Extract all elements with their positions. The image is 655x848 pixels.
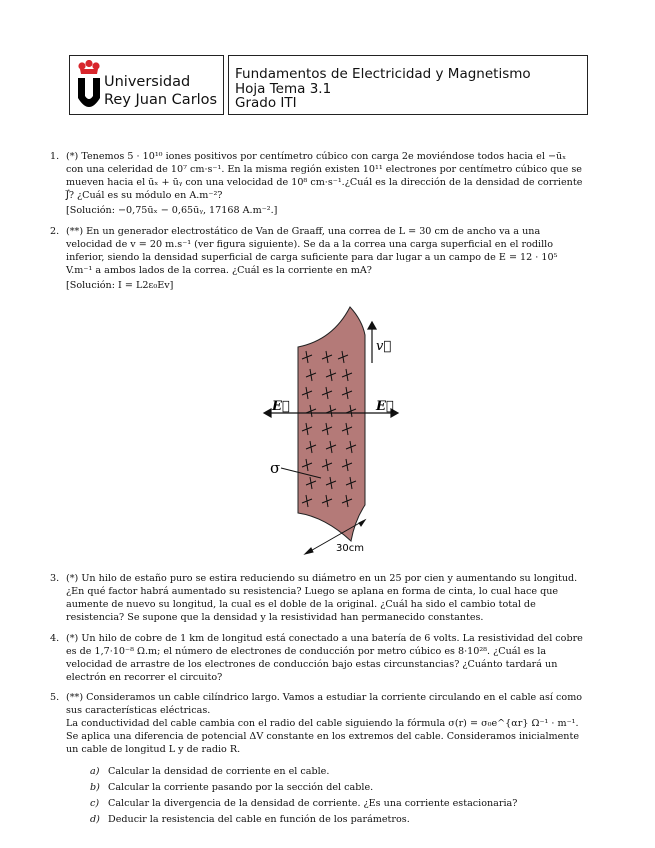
logo-dot-1 — [78, 62, 85, 69]
course-title: Fundamentos de Electricidad y Magnetismo — [235, 66, 531, 82]
sigma-label: σ — [270, 459, 281, 477]
problem-number: 3. — [50, 573, 60, 584]
problem-solution: [Solución: I = L2ε₀Ev] — [66, 279, 174, 291]
velocity-label: v⃗ — [376, 339, 392, 354]
problem-number: 4. — [50, 633, 60, 644]
logo-crown — [80, 69, 98, 74]
problem-number: 2. — [50, 226, 60, 237]
subitem-a — [90, 766, 329, 778]
subitem-label: a) — [90, 766, 100, 777]
course-box — [228, 55, 588, 115]
problem-3 — [50, 573, 586, 625]
problem-1 — [50, 151, 586, 218]
subitem-label: c) — [90, 798, 100, 809]
subitem-text: Calcular la divergencia de la densidad de corriente. ¿Es una corriente estacionaria? — [108, 798, 518, 809]
subitem-text: Calcular la densidad de corriente en el cable. — [108, 766, 330, 777]
subitem-text: Deducir la resistencia del cable en función de los parámetros. — [108, 814, 410, 825]
problem-number: 1. — [50, 151, 60, 162]
subitem-d — [90, 814, 410, 826]
subitem-text: Calcular la corriente pasando por la sección del cable. — [108, 782, 374, 793]
subitem-b — [90, 782, 373, 794]
problem-number: 5. — [50, 692, 60, 703]
problem-5 — [50, 692, 586, 757]
university-name-line1: Universidad — [104, 74, 191, 90]
sheet-title: Hoja Tema 3.1 — [235, 80, 332, 97]
logo-box — [69, 55, 224, 115]
problem-text: (*) Un hilo de cobre de 1 km de longitud está conectado a una batería de 6 volts. La resistividad del cobre es de 1,7·10⁻⁸ Ω.m; el número de electrones de conducción por metro cúbico es 8·10²⁸. ¿Cuál es la velocidad de arrastre de los electrones de conducción bajo estas circunstancias? ¿Cuánto tardará un electrón en recorrer el circuito? — [66, 633, 583, 683]
problem-solution: [Solución: −0,75ūₓ − 0,65ūᵧ, 17168 A.m⁻².] — [66, 204, 278, 216]
field-label-right: E⃗ — [376, 399, 394, 414]
university-logo-icon — [76, 60, 102, 110]
degree-title: Grado ITI — [235, 95, 297, 111]
velocity-arrow — [368, 322, 376, 363]
university-name-line2: Rey Juan Carlos — [104, 92, 218, 108]
logo-dot-2 — [85, 60, 92, 67]
problem-text: (**) Consideramos un cable cilíndrico largo. Vamos a estudiar la corriente circulando en el cable así como sus características eléctricas. — [66, 692, 583, 716]
logo-dot-3 — [92, 62, 99, 69]
subitem-label: b) — [90, 782, 100, 793]
problem-4 — [50, 633, 586, 685]
problem-text: (*) Un hilo de estaño puro se estira reduciendo su diámetro en un 25 por cien y aumentando su longitud. ¿En qué factor habrá aumentado su resistencia? Luego se aplana en forma de cinta, lo cual hace que aumente de nuevo su longitud, la cual es el doble de la original. ¿Cuál ha sido el cambio total de resistencia? Se supone que la densidad y la resistividad han permanecido constantes. — [66, 573, 578, 623]
logo-u — [78, 78, 100, 107]
problem-2 — [50, 226, 586, 293]
field-label-left: E⃗ — [272, 399, 290, 414]
problem-text: (**) En un generador electrostático de Van de Graaff, una correa de L = 30 cm de ancho va a una velocidad de v = 20 m.s⁻¹ (ver figura siguiente). Se da a la correa una carga superficial en el rodillo inferior, siendo la densidad superficial de carga suficiente para dar lugar a un campo de E = 12 · 10⁵ V.m⁻¹ a ambos lados de la correa. ¿Cuál es la corriente en mA? — [66, 226, 558, 276]
problem-text: (*) Tenemos 5 · 10¹⁰ iones positivos por centímetro cúbico con carga 2e moviéndose todos hacia el −ūₓ con una celeridad de 10⁷ cm·s⁻¹. En la misma región existen 10¹¹ electrones por centímetro cúbico que se mueven hacia el ūₓ + ūᵧ con una velocidad de 10⁸ cm·s⁻¹.¿Cuál es la dirección de la densidad de corriente J⃗? ¿Cuál es su módulo en A.m⁻²? — [66, 151, 583, 201]
subitem-label: d) — [90, 814, 100, 825]
van-de-graaff-figure — [255, 295, 415, 565]
width-label: 30cm — [336, 543, 364, 554]
problem-text-2: La conductividad del cable cambia con el radio del cable siguiendo la fórmula σ(r) = σ₀e^{αr} Ω⁻¹ · m⁻¹. Se aplica una diferencia de potencial ΔV constante en los extremos del cable. Consideramos inicialmente un cable de longitud L y de radio R. — [66, 717, 580, 755]
subitem-c — [90, 798, 517, 810]
